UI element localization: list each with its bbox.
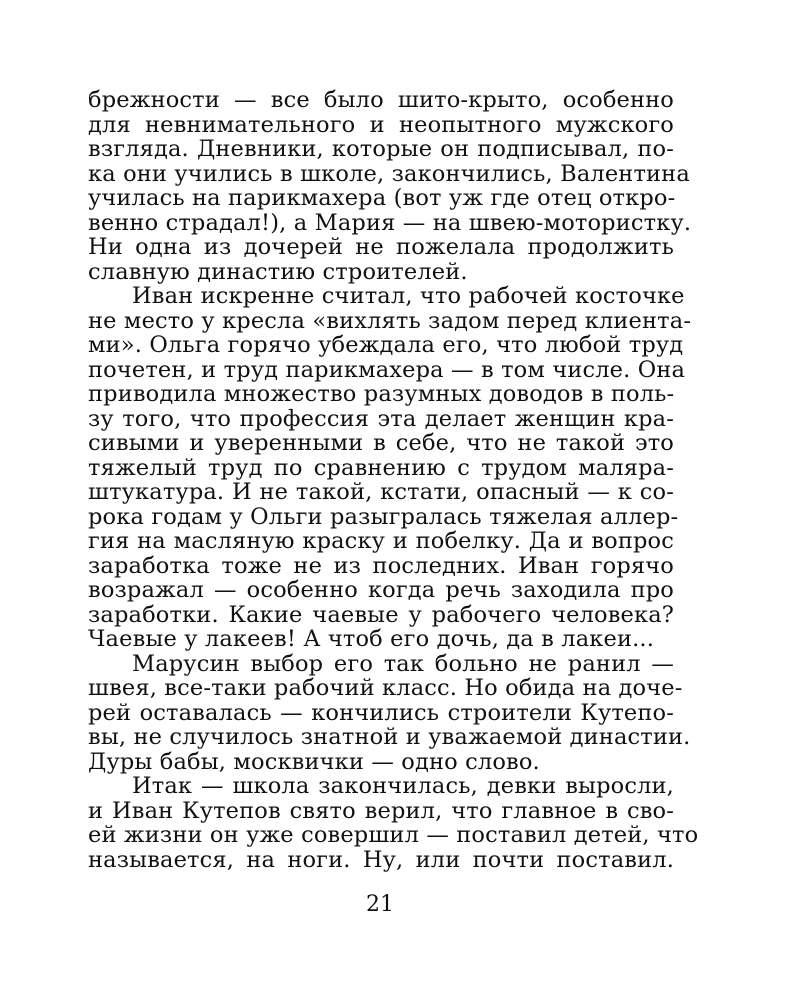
- text-line-2: для невнимательного и неопытного мужского: [88, 111, 674, 138]
- text-line-5: училась на парикмахера (вот уж где отец откро-: [88, 185, 676, 211]
- text-line-17: штукатура. И не такой, кстати, опасный — к со-: [88, 479, 674, 505]
- text-line-27: вы, не случилось знатной и уважаемой династии.: [88, 724, 691, 750]
- text-line-24: Марусин выбор его так больно не ранил —: [132, 650, 674, 677]
- text-line-20: заработка тоже не из последних. Иван горячо: [88, 552, 674, 579]
- text-line-22: заработки. Какие чаевые у рабочего человека?: [88, 601, 674, 628]
- text-line-6: венно страдал!), а Мария — на швею-мотористку.: [88, 209, 692, 236]
- text-line-31: ей жизни он уже совершил — поставил детей, что: [88, 822, 699, 848]
- text-line-18: рока годам у Ольги разыгралась тяжелая аллер-: [88, 503, 679, 530]
- text-line-8: славную династию строителей.: [88, 258, 468, 285]
- text-line-28: Дуры бабы, москвички — одно слово.: [88, 748, 540, 775]
- text-line-9: Иван искренне считал, что рабочей косточке: [132, 283, 685, 309]
- text-line-19: гия на масляную краску и побелку. Да и вопрос: [88, 528, 674, 554]
- text-line-26: рей оставалась — кончились строители Кутепо-: [88, 699, 674, 726]
- text-line-32: называется, на ноги. Ну, или почти поставил.: [88, 846, 674, 873]
- text-line-30: и Иван Кутепов свято верил, что главное в сво-: [88, 797, 674, 824]
- text-line-29: Итак — школа закончилась, девки выросли,: [132, 773, 674, 799]
- text-line-21: возражал — особенно когда речь заходила про: [88, 577, 674, 603]
- text-line-15: сивыми и уверенными в себе, что не такой это: [88, 430, 674, 456]
- book-page-text: [88, 87, 699, 873]
- text-line-25: швея, все-таки рабочий класс. Но обида на доче-: [88, 675, 683, 701]
- text-line-10: не место у кресла «вихлять задом перед клиента-: [88, 307, 692, 334]
- text-line-4: ка они учились в школе, закончились, Валентина: [88, 160, 690, 187]
- text-line-3: взгляда. Дневники, которые он подписывал, по-: [88, 136, 674, 162]
- text-line-13: приводила множество разумных доводов в поль-: [88, 381, 675, 407]
- text-line-16: тяжелый труд по сравнению с трудом маляра-: [88, 454, 674, 481]
- text-line-11: ми». Ольга горячо убеждала его, что любой труд: [88, 332, 684, 358]
- text-line-23: Чаевые у лакеев! А чтоб его дочь, да в лакеи...: [88, 626, 655, 652]
- text-line-7: Ни одна из дочерей не пожелала продолжить: [88, 234, 674, 260]
- page-number: 21: [366, 892, 394, 917]
- text-line-12: почетен, и труд парикмахера — в том числе. Она: [88, 356, 686, 383]
- text-line-1: брежности — все было шито-крыто, особенно: [88, 87, 674, 113]
- text-line-14: зу того, что профессия эта делает женщин кра-: [88, 405, 674, 432]
